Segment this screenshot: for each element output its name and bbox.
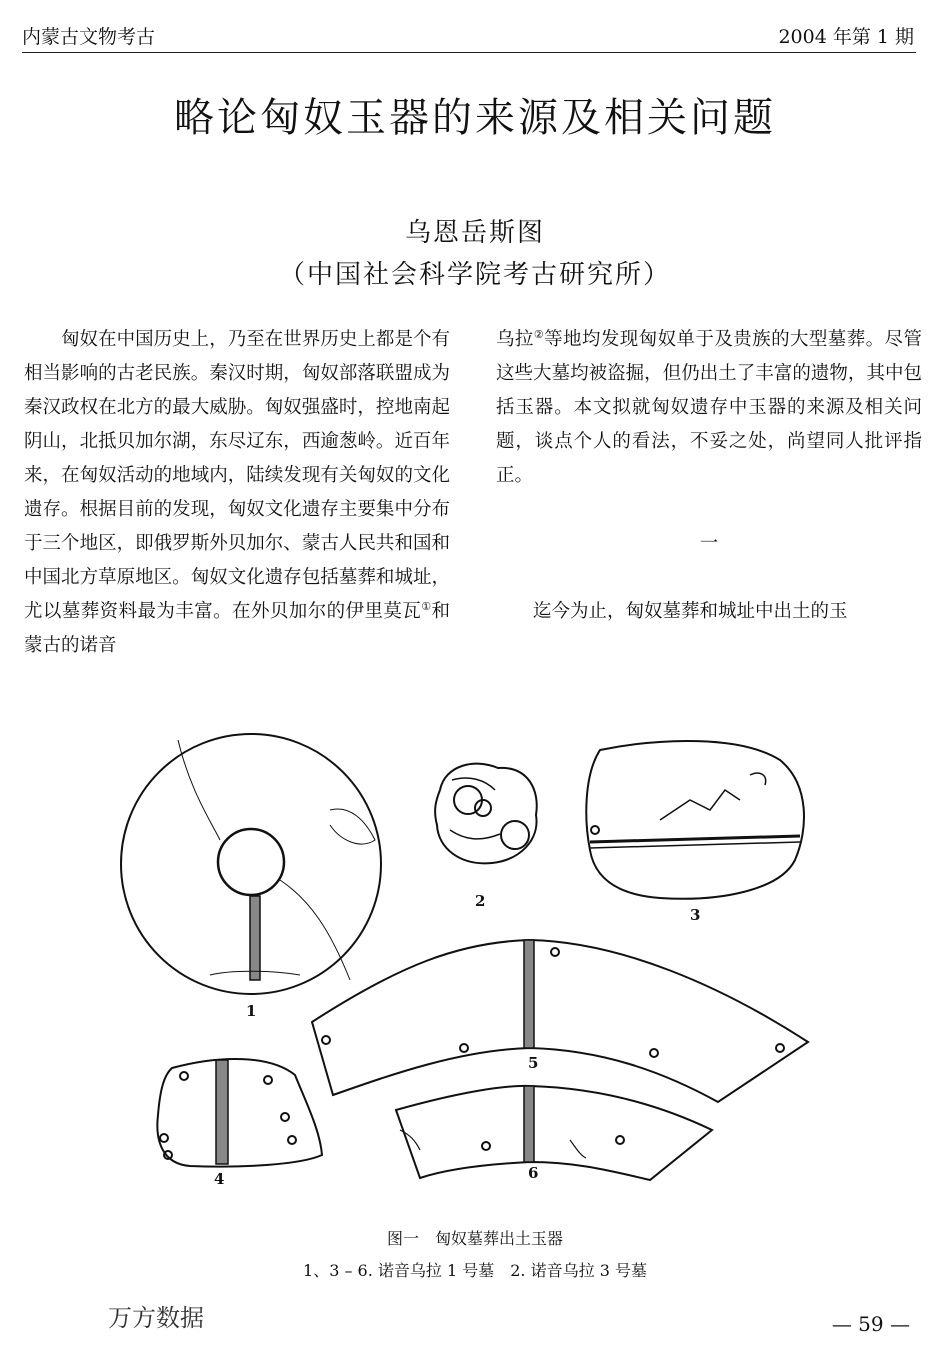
article-title: 略论匈奴玉器的来源及相关问题 [174,95,776,141]
issue-label: 2004 年第 1 期 [778,26,914,48]
figure-caption-detail: 1、3 – 6. 诺音乌拉 1 号墓 2. 诺音乌拉 3 号墓 [303,1261,647,1280]
footnote-ref-2[interactable]: ② [533,327,545,341]
wanfang-watermark: 万方数据 [108,1304,204,1332]
intro-text: 匈奴在中国历史上，乃至在世界历史上都是个有相当影响的古老民族。秦汉时期，匈奴部落联盟成为秦汉政权在北方的最大威胁。匈奴强盛时，控地南起阴山，北抵贝加尔湖，东尽辽东，西逾葱岭。近百年来，在匈奴活动的地域内，陆续发现有关匈奴的文化遗存。根据目前的发现，匈奴文化遗存主要集中分布于三个地区，即俄罗斯外贝加尔、蒙古人民共和国和中国北方草原地区。匈奴文化遗存包括墓葬和城址，尤以墓葬资料最为丰富。在外贝加尔的伊里莫瓦 [24,329,450,622]
footnote-ref-1[interactable]: ① [421,599,432,613]
right-column [496,323,922,629]
intro-paragraph-continued [496,323,922,493]
figure-label-1: 1 [246,1002,257,1020]
jade-trapezoid-plaque [157,1059,322,1167]
figure-label-4: 4 [214,1170,225,1188]
figure-drawings [100,730,820,1190]
section-paragraph: 迄今为止，匈奴墓葬和城址中出土的玉 [533,601,848,622]
figure-label-5: 5 [528,1054,539,1072]
jade-arc-plaque-large [312,940,808,1102]
figure-label-2: 2 [475,892,486,910]
author-name: 乌恩岳斯图 [404,218,545,248]
figure-label-6: 6 [528,1164,539,1182]
author-affiliation: （中国社会科学院考古研究所） [278,260,671,290]
intro-paragraph [24,323,450,663]
figure-caption-title: 图一 匈奴墓葬出土玉器 [386,1229,563,1248]
left-column [24,323,450,663]
continued-text: 等地均发现匈奴单于及贵族的大型墓葬。尽管这些大墓均被盗掘，但仍出土了丰富的遗物，其中包括玉器。本文拟就匈奴遗存中玉器的来源及相关问题，谈点个人的看法，不妥之处，尚望同人批评指正。 [496,329,922,486]
intro-text-end: 和蒙古的诺音 [24,601,450,656]
jade-carved-ornament [435,764,537,864]
jade-pebble-pendant [586,741,804,899]
jade-bi-disc [121,734,381,994]
jade-arc-plaque-small [396,1086,712,1180]
header-divider [22,52,916,53]
page-number: — 59 — [831,1312,910,1336]
jade-figure [100,730,820,1190]
journal-name: 内蒙古文物考古 [22,26,156,48]
figure-label-3: 3 [690,906,701,924]
section-number: 一 [699,533,719,554]
continued-start: 乌拉 [496,329,534,350]
